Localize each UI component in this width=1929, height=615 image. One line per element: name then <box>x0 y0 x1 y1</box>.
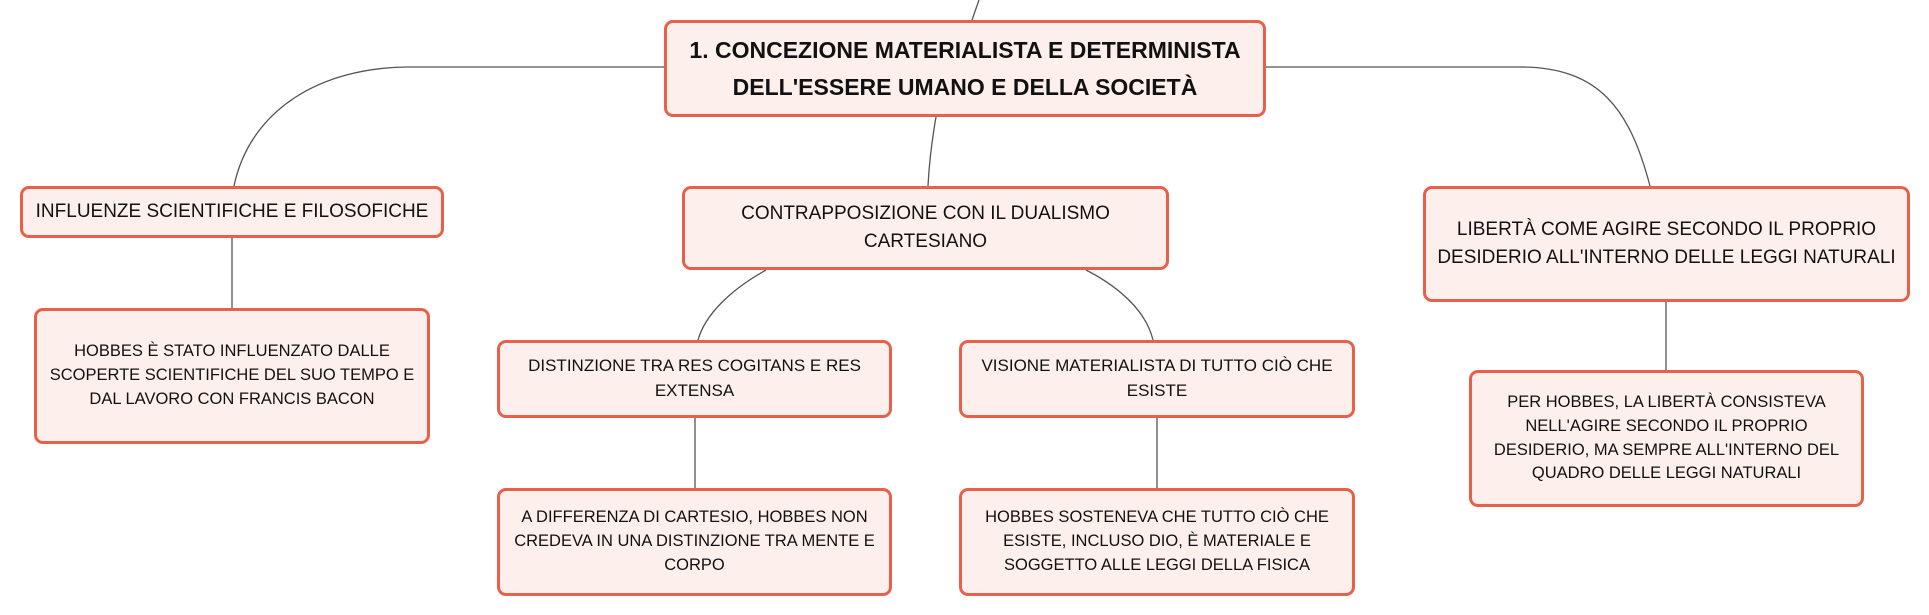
node-influenze[interactable] <box>20 186 444 238</box>
root-node[interactable] <box>664 20 1266 117</box>
connector-root-liberta <box>1266 67 1650 186</box>
node-visione-detail[interactable] <box>959 488 1355 596</box>
detail-line: ESISTE, INCLUSO DIO, È MATERIALE E <box>1003 532 1311 551</box>
node-distinzione-label-line: DISTINZIONE TRA RES COGITANS E RES <box>528 356 861 376</box>
node-dualismo[interactable] <box>682 186 1169 270</box>
detail-line: SOGGETTO ALLE LEGGI DELLA FISICA <box>1004 555 1310 574</box>
node-liberta[interactable] <box>1423 186 1910 302</box>
node-liberta-label-line: DESIDERIO ALL'INTERNO DELLE LEGGI NATURALI <box>1437 247 1896 268</box>
detail-line: QUADRO DELLE LEGGI NATURALI <box>1531 464 1802 483</box>
detail-line: NELL'AGIRE SECONDO IL PROPRIO <box>1525 416 1808 435</box>
detail-line: PER HOBBES, LA LIBERTÀ CONSISTEVA <box>1507 392 1826 411</box>
node-visione-label-line: ESISTE <box>1126 381 1188 400</box>
connector-dualismo-distinzione <box>698 270 766 340</box>
detail-line: HOBBES SOSTENEVA CHE TUTTO CIÒ CHE <box>985 508 1329 527</box>
detail-line: HOBBES È STATO INFLUENZATO DALLE <box>74 342 390 361</box>
node-liberta-label-line: LIBERTÀ COME AGIRE SECONDO IL PROPRIO <box>1456 219 1877 241</box>
node-distinzione-detail[interactable] <box>497 488 892 596</box>
detail-line: SCOPERTE SCIENTIFICHE DEL SUO TEMPO E <box>49 366 415 385</box>
node-visione[interactable] <box>959 340 1355 418</box>
node-influenze-label: INFLUENZE SCIENTIFICHE E FILOSOFICHE <box>35 201 429 223</box>
detail-line: CREDEVA IN UNA DISTINZIONE TRA MENTE E <box>514 532 875 551</box>
connector-incoming <box>972 0 979 20</box>
root-title-line-1: 1. CONCEZIONE MATERIALISTA E DETERMINISTA <box>689 36 1241 63</box>
node-dualismo-label-line: CARTESIANO <box>863 231 988 252</box>
connector-root-dualismo <box>928 117 936 186</box>
root-title-line-2: DELL'ESSERE UMANO E DELLA SOCIETÀ <box>732 73 1198 100</box>
node-liberta-detail[interactable] <box>1469 370 1864 507</box>
detail-line: A DIFFERENZA DI CARTESIO, HOBBES NON <box>521 508 868 527</box>
connector-dualismo-visione <box>1086 270 1153 340</box>
node-distinzione[interactable] <box>497 340 892 418</box>
detail-line: DAL LAVORO CON FRANCIS BACON <box>89 389 375 408</box>
detail-line: CORPO <box>664 555 725 574</box>
detail-line: DESIDERIO, MA SEMPRE ALL'INTERNO DEL <box>1493 440 1840 459</box>
node-dualismo-label-line: CONTRAPPOSIZIONE CON IL DUALISMO <box>741 203 1110 225</box>
node-influenze-detail[interactable] <box>34 308 430 444</box>
node-visione-label-line: VISIONE MATERIALISTA DI TUTTO CIÒ CHE <box>981 356 1333 376</box>
node-distinzione-label-line: EXTENSA <box>654 381 735 400</box>
connector-root-influenze <box>234 67 664 186</box>
